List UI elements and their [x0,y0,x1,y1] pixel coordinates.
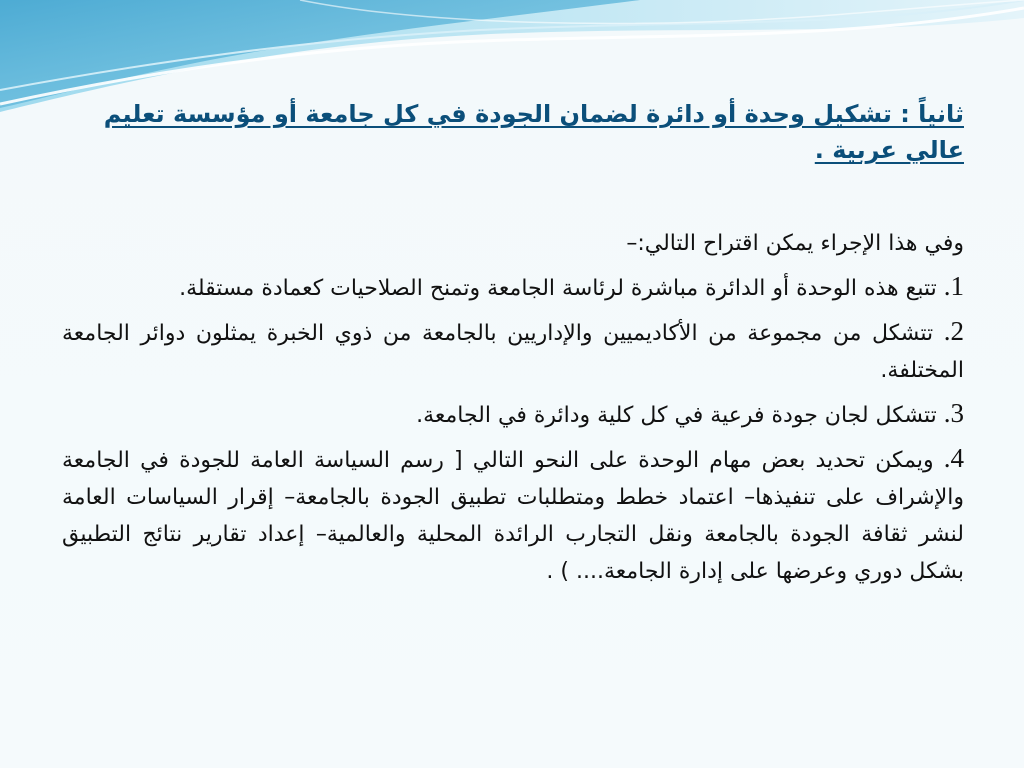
item-number: 2. [943,316,964,346]
item-number: 4. [943,443,964,473]
item-text: تتشكل لجان جودة فرعية في كل كلية ودائرة في الجامعة. [416,403,944,428]
item-text: تتشكل من مجموعة من الأكاديميين والإداريين بالجامعة من ذوي الخبرة يمثلون دوائر الجامعة المختلفة. [62,321,964,383]
item-number: 1. [943,271,964,301]
item-number: 3. [943,398,964,428]
slide-body [62,225,964,596]
item-text: تتبع هذه الوحدة أو الدائرة مباشرة لرئاسة الجامعة وتمنح الصلاحيات كعمادة مستقلة. [179,276,944,301]
slide-title: ثانياً : تشكيل وحدة أو دائرة لضمان الجودة في كل جامعة أو مؤسسة تعليم عالي عربية . [103,100,964,164]
list-item [62,440,964,590]
list-item [62,268,964,307]
list-item [62,313,964,389]
intro-text: وفي هذا الإجراء يمكن اقتراح التالي:– [626,231,964,256]
list-item [62,395,964,434]
item-text: ويمكن تحديد بعض مهام الوحدة على النحو التالي [ رسم السياسة العامة للجودة في الجامعة والإشراف على تنفيذها– اعتماد خطط ومتطلبات تطبيق الجودة بالجامعة– إقرار السياسات العامة لنشر ثقافة الجودة بالجامعة ونقل التجارب الرائدة المحلية والعالمية– إعداد تقارير نتائج التطبيق بشكل دوري وعرضها على إدارة الجامعة.... ) . [62,448,964,584]
